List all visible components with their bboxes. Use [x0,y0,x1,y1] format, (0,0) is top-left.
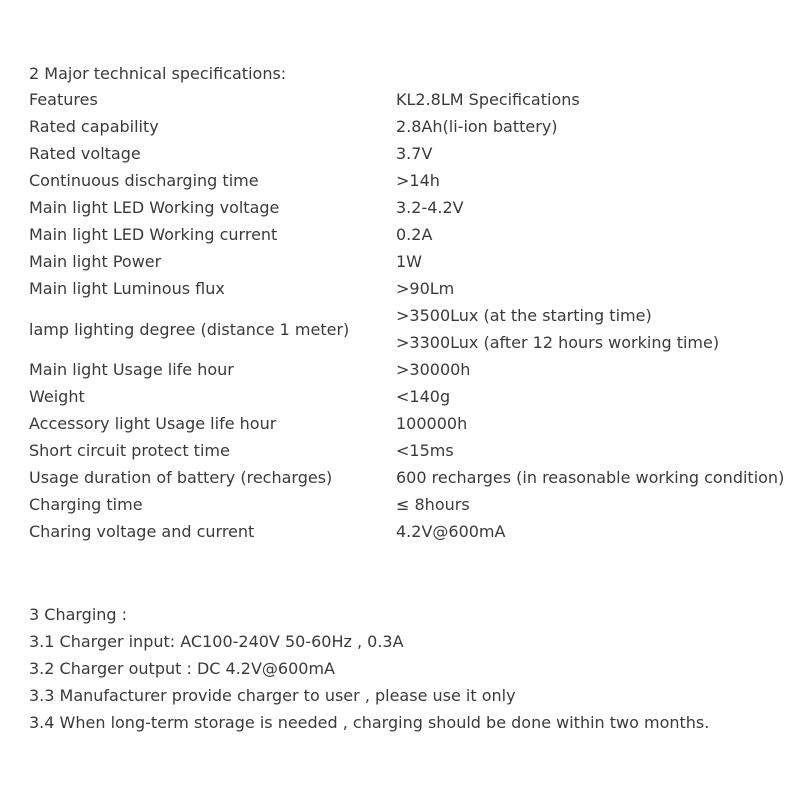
spec-value: <140g [396,387,451,406]
spec-value: 1W [396,252,422,271]
spec-value: 4.2V@600mA [396,522,506,541]
spec-value-line-2: >3300Lux (after 12 hours working time) [396,333,720,352]
spec-row-features [29,86,800,113]
spec-value: 3.2-4.2V [396,198,464,217]
spec-row-battery-recharges [29,464,800,491]
charging-line-storage: 3.4 When long-term storage is needed , charging should be done within two months. [29,713,710,732]
charging-line-input: 3.1 Charger input: AC100-240V 50-60Hz , 0.3A [29,632,404,651]
spec-label: Usage duration of battery (recharges) [29,468,333,487]
spec-value: >30000h [396,360,471,379]
charging-line-manufacturer: 3.3 Manufacturer provide charger to user , please use it only [29,686,516,705]
spec-value: >14h [396,171,440,190]
spec-label: Main light Power [29,252,162,271]
spec-row-rated-voltage [29,140,800,167]
spec-label: Accessory light Usage life hour [29,414,277,433]
spec-value: >90Lm [396,279,455,298]
spec-row-lighting-degree [29,302,800,356]
spec-label: Charing voltage and current [29,522,255,541]
spec-label: lamp lighting degree (distance 1 meter) [29,319,350,339]
charging-section [29,601,709,736]
spec-label: Charging time [29,495,143,514]
spec-value: 100000h [396,414,468,433]
spec-value: 0.2A [396,225,433,244]
spec-value [396,302,719,356]
spec-label: Weight [29,387,85,406]
spec-row-led-voltage [29,194,800,221]
spec-value: 600 recharges (in reasonable working condition) [396,468,785,487]
spec-row-weight [29,383,800,410]
spec-label: Features [29,90,98,109]
spec-label: Continuous discharging time [29,171,259,190]
spec-value-line-1: >3500Lux (at the starting time) [396,306,652,325]
spec-table [29,86,800,545]
spec-row-rated-capability [29,113,800,140]
spec-value: 2.8Ah(li-ion battery) [396,117,558,136]
charging-heading: 3 Charging : [29,605,128,624]
spec-value: 3.7V [396,144,433,163]
spec-value: KL2.8LM Specifications [396,90,580,109]
spec-row-power [29,248,800,275]
spec-value: ≤ 8hours [396,495,470,514]
spec-label: Short circuit protect time [29,441,230,460]
spec-label: Main light Usage life hour [29,360,234,379]
spec-row-luminous-flux [29,275,800,302]
spec-row-usage-life [29,356,800,383]
spec-label: Rated capability [29,117,159,136]
charging-line-output: 3.2 Charger output : DC 4.2V@600mA [29,659,335,678]
spec-row-short-circuit [29,437,800,464]
spec-label: Main light LED Working current [29,225,278,244]
spec-row-charging-voltage [29,518,800,545]
spec-row-accessory-life [29,410,800,437]
spec-label: Rated voltage [29,144,141,163]
spec-label: Main light Luminous flux [29,279,225,298]
spec-row-charging-time [29,491,800,518]
spec-row-discharging-time [29,167,800,194]
spec-label: Main light LED Working voltage [29,198,280,217]
spec-row-led-current [29,221,800,248]
spec-value: <15ms [396,441,454,460]
spec-heading: 2 Major technical specifications: [29,64,287,83]
